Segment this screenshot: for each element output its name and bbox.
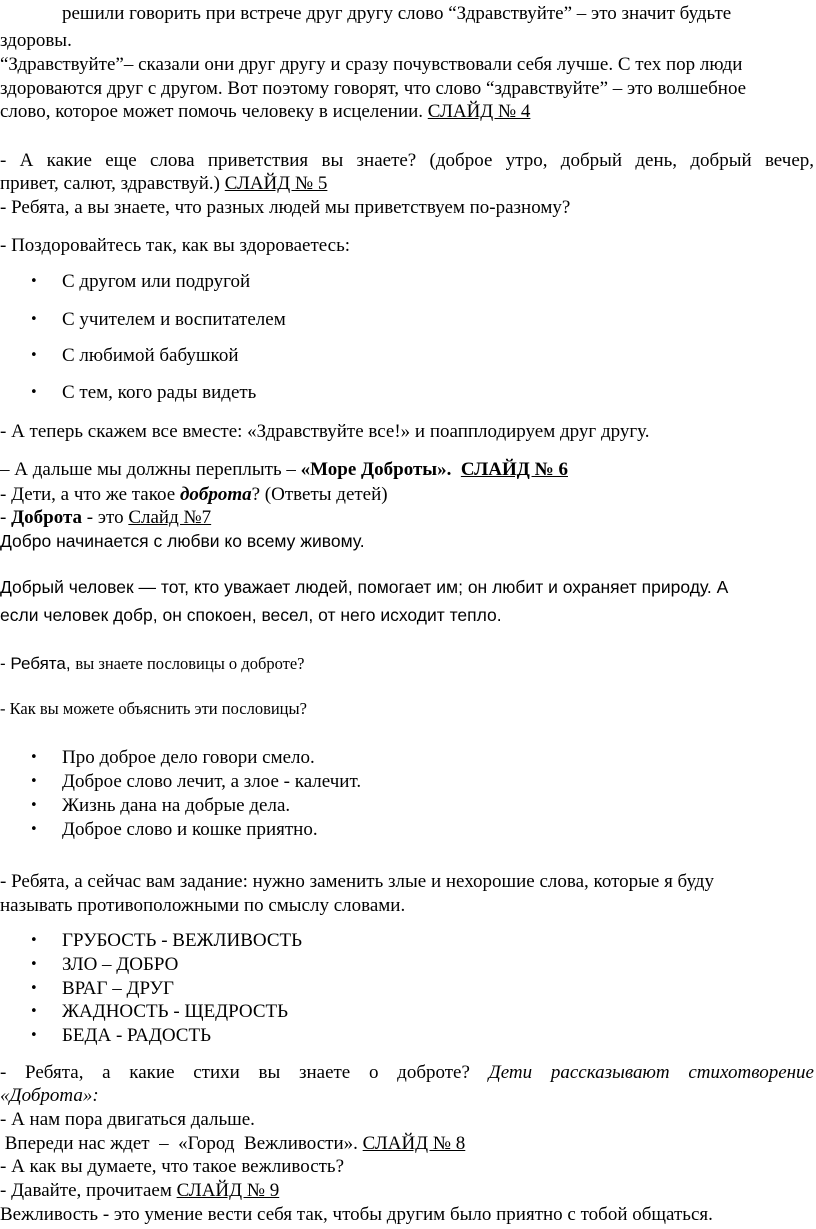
text-line — [0, 100, 530, 123]
text-span: - Ребята, а какие стихи вы знаете о доброте? — [0, 1062, 489, 1083]
text-line: здороваются друг с другом. Вот поэтому говорят, что слово “здравствуйте” – это волшебное — [0, 78, 747, 99]
text-line — [0, 483, 388, 506]
bullet-icon: • — [30, 957, 38, 972]
text-span: вы знаете пословицы о доброте? — [75, 654, 305, 673]
text-span: - Давайте, прочитаем — [0, 1180, 177, 1201]
text-line: Вежливость - это умение вести себя так, чтобы другим было приятно с тобой общаться. — [0, 1204, 713, 1225]
bullet-icon: • — [30, 312, 38, 327]
bold-text: Доброта — [11, 507, 83, 528]
text-line: - Ребята, а сейчас вам задание: нужно заменить злые и нехорошие слова, которые я буду — [0, 871, 714, 892]
text-line: - А как вы думаете, что такое вежливость? — [0, 1156, 345, 1177]
italic-text: Дети рассказывают стихотворение — [488, 1062, 814, 1083]
text-line — [0, 1132, 465, 1155]
text-span: Впереди нас ждет – «Город Вежливости». — [0, 1133, 363, 1154]
list-item-text: Доброе слово лечит, а злое - калечит. — [62, 771, 362, 792]
text-line: Добрый человек — тот, кто уважает людей, помогает им; он любит и охраняет природу. А — [0, 577, 729, 597]
text-line: если человек добр, он спокоен, весел, от него исходит тепло. — [0, 605, 502, 625]
text-line: «Доброта»: — [0, 1085, 99, 1106]
slide-reference: СЛАЙД № 8 — [362, 1133, 466, 1154]
text-line — [0, 1061, 814, 1084]
bullet-icon: • — [30, 1004, 38, 1019]
slide-reference: Слайд №7 — [128, 507, 212, 528]
text-line: - Поздоровайтесь так, как вы здороваетесь: — [0, 235, 351, 256]
bullet-icon: • — [30, 774, 38, 789]
list-item-text: ВРАГ – ДРУГ — [62, 978, 175, 999]
bullet-icon: • — [30, 750, 38, 765]
text-line — [0, 1179, 279, 1202]
list-item-text: С тем, кого рады видеть — [62, 382, 257, 403]
text-line — [0, 458, 568, 481]
bullet-icon: • — [30, 798, 38, 813]
text-span: - — [0, 507, 12, 528]
text-span: - это — [82, 507, 129, 528]
text-line: “Здравствуйте”– сказали они друг другу и сразу почувствовали себя лучше. С тех пор люди — [0, 54, 743, 75]
list-item-text: С учителем и воспитателем — [62, 309, 286, 330]
text-line — [0, 652, 304, 675]
list-item-text: ЖАДНОСТЬ - ЩЕДРОСТЬ — [62, 1001, 289, 1022]
bullet-icon: • — [30, 385, 38, 400]
list-item-text: БЕДА - РАДОСТЬ — [62, 1025, 211, 1046]
text-span: - Дети, а что же такое — [0, 484, 180, 505]
text-line — [0, 506, 211, 529]
list-item-text: Про доброе дело говори смело. — [62, 747, 315, 768]
text-span: привет, салют, здравствуй.) — [0, 173, 220, 194]
list-item-text: С любимой бабушкой — [62, 345, 239, 366]
text-line — [0, 172, 327, 195]
slide-reference: СЛАЙД № 5 — [224, 173, 328, 194]
list-item-text: Жизнь дана на добрые дела. — [62, 795, 291, 816]
list-item-text: С другом или подругой — [62, 271, 251, 292]
bullet-icon: • — [30, 1028, 38, 1043]
slide-reference: СЛАЙД № 4 — [427, 101, 531, 122]
bullet-icon: • — [30, 348, 38, 363]
text-span: ? (Ответы детей) — [251, 484, 388, 505]
bullet-icon: • — [30, 933, 38, 948]
bold-italic-text: доброта — [179, 484, 252, 505]
list-item-text: ГРУБОСТЬ - ВЕЖЛИВОСТЬ — [62, 930, 303, 951]
text-line: - А какие еще слова приветствия вы знаете? (доброе утро, добрый день, добрый вечер, — [0, 150, 814, 171]
text-line: - А теперь скажем все вместе: «Здравствуйте все!» и поапплодируем друг другу. — [0, 421, 650, 442]
bullet-icon: • — [30, 274, 38, 289]
text-line: называть противоположными по смыслу словами. — [0, 895, 406, 916]
slide-reference: СЛАЙД № 6 — [460, 459, 568, 480]
text-line: - А нам пора двигаться дальше. — [0, 1109, 255, 1130]
slide-reference: СЛАЙД № 9 — [176, 1180, 280, 1201]
text-line: - Как вы можете объяснить эти пословицы? — [0, 699, 307, 718]
bullet-icon: • — [30, 981, 38, 996]
list-item-text: Доброе слово и кошке приятно. — [62, 819, 318, 840]
text-line: здоровы. — [0, 30, 72, 51]
text-span: слово, которое может помочь человеку в исцелении. — [0, 101, 424, 122]
bold-text: «Море Доброты». — [300, 459, 452, 480]
text-line: - Ребята, а вы знаете, что разных людей мы приветствуем по-разному? — [0, 197, 571, 218]
list-item-text: ЗЛО – ДОБРО — [62, 954, 179, 975]
bullet-icon: • — [30, 822, 38, 837]
text-line: Добро начинается с любви ко всему живому. — [0, 531, 365, 551]
text-span: – А дальше мы должны переплыть – — [0, 459, 301, 480]
text-line: решили говорить при встрече друг другу слово “Здравствуйте” – это значит будьте — [62, 3, 732, 24]
text-span: - Ребята, — [0, 654, 76, 673]
